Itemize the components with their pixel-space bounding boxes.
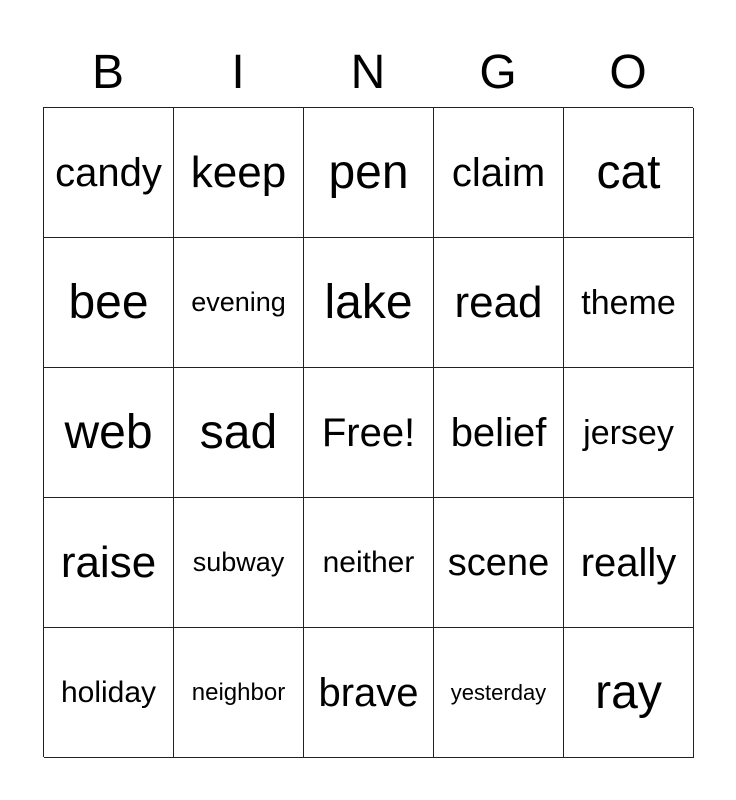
bingo-cell: bee — [44, 238, 174, 368]
header-letter-n: N — [350, 46, 386, 99]
bingo-cell: pen — [304, 108, 434, 238]
bingo-cell: keep — [174, 108, 304, 238]
bingo-cell: cat — [564, 108, 694, 238]
bingo-cell: claim — [434, 108, 564, 238]
bingo-cell: brave — [304, 628, 434, 758]
bingo-cell: evening — [174, 238, 304, 368]
bingo-cell: read — [434, 238, 564, 368]
bingo-cell: theme — [564, 238, 694, 368]
bingo-cell: belief — [434, 368, 564, 498]
bingo-cell: sad — [174, 368, 304, 498]
bingo-cell: really — [564, 498, 694, 628]
bingo-header — [43, 42, 693, 104]
bingo-cell: web — [44, 368, 174, 498]
bingo-cell: subway — [174, 498, 304, 628]
bingo-board — [43, 107, 693, 757]
bingo-cell: candy — [44, 108, 174, 238]
bingo-cell: neither — [304, 498, 434, 628]
bingo-cell: lake — [304, 238, 434, 368]
bingo-cell: ray — [564, 628, 694, 758]
bingo-cell: neighbor — [174, 628, 304, 758]
header-letter-b: B — [91, 46, 124, 99]
header-letter-o: O — [609, 46, 647, 99]
bingo-cell: jersey — [564, 368, 694, 498]
bingo-cell: holiday — [44, 628, 174, 758]
bingo-cell: raise — [44, 498, 174, 628]
bingo-cell: scene — [434, 498, 564, 628]
header-letter-g: G — [479, 46, 517, 99]
free-space-cell: Free! — [304, 368, 434, 498]
bingo-cell: yesterday — [434, 628, 564, 758]
header-letter-i: I — [231, 46, 245, 99]
